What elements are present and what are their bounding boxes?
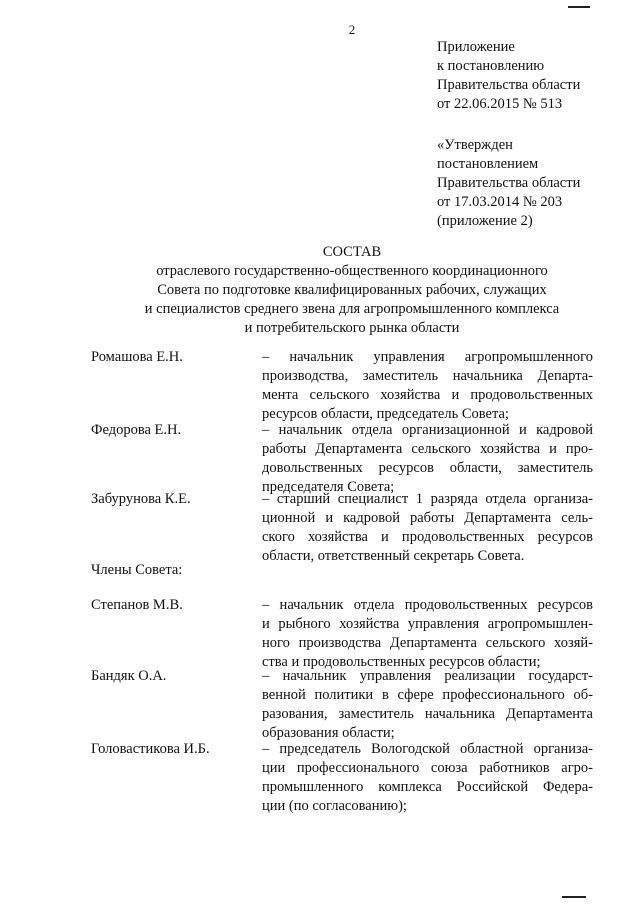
- role-line: ции (по согласованию);: [262, 798, 407, 814]
- approval-line: (приложение 2): [437, 213, 533, 229]
- role-line: разования, заместитель начальника Департамента: [262, 706, 593, 722]
- approval-block-appendix: [437, 38, 580, 114]
- subtitle-line: Совета по подготовке квалифицированных рабочих, служащих: [157, 282, 547, 298]
- role-line: ства и продовольственных ресурсов области;: [262, 654, 541, 670]
- approval-line: постановлением: [437, 156, 539, 172]
- role-line: венной политики в сфере профессионального об-: [262, 687, 593, 703]
- members-label: Члены Совета:: [91, 562, 183, 578]
- role-line: ционной и кадровой работы Департамента сель-: [262, 510, 593, 526]
- approval-line: Приложение: [437, 39, 515, 55]
- page-number: 2: [348, 22, 356, 37]
- approval-line: от 17.03.2014 № 203: [437, 194, 563, 210]
- role-line: мента сельского хозяйства и продовольственных: [262, 387, 593, 403]
- approval-line: к постановлению: [437, 58, 545, 74]
- role-line: области, ответственный секретарь Совета.: [262, 548, 525, 564]
- approval-line: «Утвержден: [437, 137, 513, 153]
- subtitle-line: отраслевого государственно-общественного координационного: [156, 263, 548, 279]
- role-line: – начальник управления агропромышленного: [262, 349, 593, 365]
- member-name: Бандяк О.А.: [91, 668, 167, 684]
- role-line: и рыбного хозяйства управления агропромышлен-: [262, 616, 593, 632]
- approval-line: от 22.06.2015 № 513: [437, 96, 563, 112]
- scan-mark-top-right: [568, 6, 590, 8]
- role-line: – старший специалист 1 разряда отдела организа-: [262, 491, 593, 507]
- document-title: СОСТАВ: [322, 244, 382, 260]
- member-name: Ромашова Е.Н.: [91, 349, 183, 365]
- member-name: Головастикова И.Б.: [91, 741, 210, 757]
- role-line: – начальник отдела продовольственных ресурсов: [262, 597, 593, 613]
- role-line: – начальник управления реализации государст-: [262, 668, 593, 684]
- role-line: промышленного комплекса Российской Федера-: [262, 779, 593, 795]
- approval-line: Правительства области: [437, 175, 581, 191]
- member-role: [262, 490, 593, 566]
- role-line: работы Департамента сельского хозяйства и про-: [262, 441, 593, 457]
- role-line: производства, заместитель начальника Департа-: [262, 368, 593, 384]
- approval-block-approved: [437, 136, 580, 231]
- member-role: [262, 348, 593, 424]
- role-line: ского хозяйства и продовольственных ресурсов: [262, 529, 593, 545]
- subtitle-line: и потребительского рынка области: [244, 320, 460, 336]
- member-role: [262, 740, 593, 816]
- member-role: [262, 421, 593, 497]
- document-subtitle: [0, 262, 640, 338]
- role-line: образования области;: [262, 725, 395, 741]
- role-line: ного производства Департамента сельского хозяй-: [262, 635, 593, 651]
- scan-mark-bottom-right: [562, 896, 586, 898]
- role-line: ресурсов области, председатель Совета;: [262, 406, 509, 422]
- member-name: Степанов М.В.: [91, 597, 183, 613]
- role-line: – председатель Вологодской областной организа-: [262, 741, 593, 757]
- subtitle-line: и специалистов среднего звена для агропромышленного комплекса: [144, 301, 560, 317]
- member-name: Забурунова К.Е.: [91, 491, 191, 507]
- member-role: [262, 667, 593, 743]
- role-line: ции профессионального союза работников агро-: [262, 760, 593, 776]
- member-name: Федорова Е.Н.: [91, 422, 182, 438]
- member-role: [262, 596, 593, 672]
- role-line: – начальник отдела организационной и кадровой: [262, 422, 593, 438]
- role-line: довольственных ресурсов области, заместитель: [262, 460, 593, 476]
- approval-line: Правительства области: [437, 77, 581, 93]
- role-line: председателя Совета;: [262, 479, 395, 495]
